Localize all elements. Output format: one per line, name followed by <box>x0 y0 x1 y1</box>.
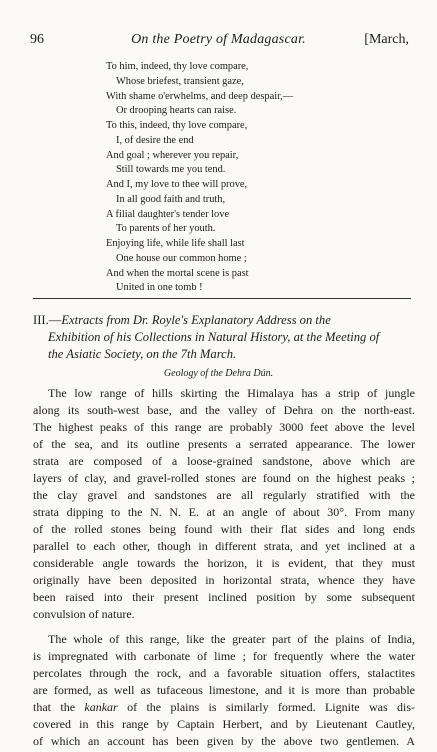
paragraph-line: of which an account has been given by the above two gentlemen. A <box>33 734 415 748</box>
running-header <box>0 32 437 48</box>
paragraph-line: originally have been deposited in horizontal strata, whence they have <box>33 573 415 587</box>
paragraph-line: considerable angle towards the horizon, it is evident, that they must <box>33 556 415 570</box>
poem-line: And goal ; wherever you repair, <box>106 149 239 161</box>
paragraph-line: convulsion of nature. <box>33 607 135 621</box>
poem-line: Or drooping hearts can raise. <box>116 105 237 117</box>
italic-term: kankar <box>84 700 118 714</box>
paragraph-line: of the rolled stones being found with their flat sides and long ends <box>33 522 415 536</box>
poem-line: Still towards me you tend. <box>116 164 226 176</box>
paragraph-line: layers of clay, and gravel-rolled stones are found on the highest peaks ; <box>33 471 415 485</box>
poem-line: In all good faith and truth, <box>116 193 226 205</box>
section-divider <box>33 298 411 299</box>
poem-line: And when the mortal scene is past <box>106 267 249 279</box>
article-heading-line: the Asiatic Society, on the 7th March. <box>48 347 237 361</box>
poem-line: Enjoying life, while life shall last <box>106 238 245 249</box>
article-heading-text: Extracts from Dr. Royle's Explanatory Address on the <box>61 313 331 327</box>
running-month: [March, <box>364 32 409 47</box>
poem-line: A filial daughter's tender love <box>106 208 230 220</box>
poem-line: To parents of her youth. <box>116 223 216 235</box>
paragraph-line: The low range of hills skirting the Himalaya has a strip of jungle <box>48 386 415 400</box>
article-subtitle: Geology of the Dehra Dún. <box>163 368 274 379</box>
paragraph-line <box>33 699 415 716</box>
poem-line: Whose briefest, transient gaze, <box>116 75 244 87</box>
running-title: On the Poetry of Madagascar. <box>131 32 306 47</box>
page-number: 96 <box>30 32 44 47</box>
poem-line: United in one tomb ! <box>116 282 203 294</box>
paragraph-line: percolates through the rock, and a favorable situation offers, stalactites <box>33 666 415 680</box>
poem-line: With shame o'erwhelms, and deep despair,— <box>106 90 294 102</box>
article-number: III.— <box>33 313 62 327</box>
paragraph-line: parallel to each other, though in different strata, and yet inclined at a <box>33 539 415 553</box>
text-run: that the <box>33 700 76 714</box>
paragraph-line: strata dipping to the N. N. E. at an angle of about 30°. From many <box>33 505 415 519</box>
poem-line: To this, indeed, thy love compare, <box>106 120 248 131</box>
article-heading-line <box>33 312 331 328</box>
paragraph-line: is impregnated with carbonate of lime ; for frequently where the water <box>33 649 415 663</box>
paragraph-line: along its south-west base, and the valley of Dehra on the north-east. <box>33 403 415 417</box>
paragraph-line: of the sea, and its outline presents a serrated appearance. The lower <box>33 437 415 451</box>
poem-line: And I, my love to thee will prove, <box>106 179 248 190</box>
paragraph-line: The whole of this range, like the greater part of the plains of India, <box>48 632 415 646</box>
poem-line: To him, indeed, thy love compare, <box>106 61 249 72</box>
article-heading-line: Exhibition of his Collections in Natural History, at the Meeting of <box>48 330 380 344</box>
poem-line: One house our common home ; <box>116 252 247 264</box>
paragraph-line: strata are composed of a loose-grained sandstone, above which are <box>33 454 415 468</box>
paragraph-line: covered in this range by Captain Herbert, and by Lieutenant Cautley, <box>33 717 415 731</box>
paragraph-line: the clay gravel and sandstones are all regularly stratified with the <box>33 488 415 502</box>
paragraph-line: are formed, as well as tufaceous limestone, and it is more than probable <box>33 683 415 697</box>
paragraph-line: The highest peaks of this range are probably 3000 feet above the level <box>33 420 415 434</box>
text-run: of the plains is similarly formed. Lignite was dis- <box>127 700 416 714</box>
paragraph-line: been raised into their present inclined position by some subsequent <box>33 590 415 604</box>
poem-line: I, of desire the end <box>116 134 194 146</box>
